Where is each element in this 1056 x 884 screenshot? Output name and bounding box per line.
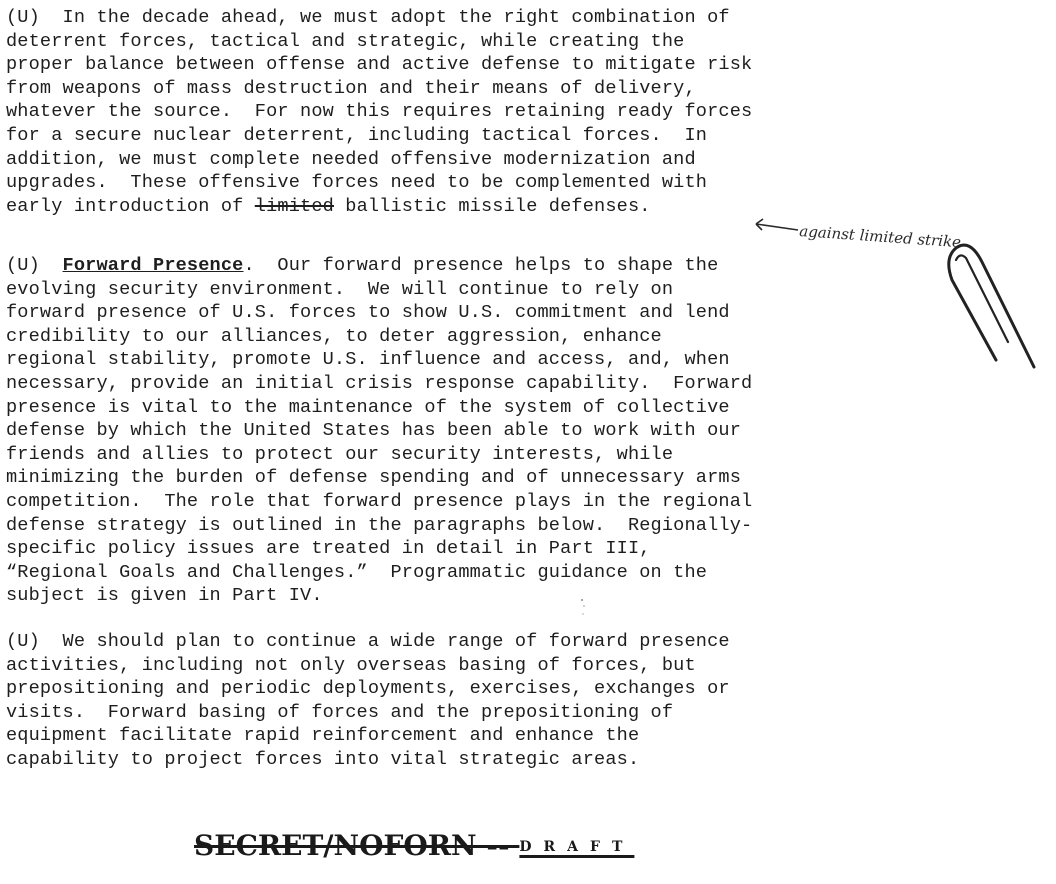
text-line: equipment facilitate rapid reinforcement and enhance the (6, 725, 640, 747)
scan-speck (578, 596, 590, 620)
text-line: deterrent forces, tactical and strategic, while creating the (6, 30, 685, 52)
text-line: presence is vital to the maintenance of the system of collective (6, 396, 730, 418)
text-line: regional stability, promote U.S. influence and access, and, when (6, 349, 730, 371)
text-line: activities, including not only overseas basing of forces, but (6, 654, 696, 676)
paragraph-marker: (U) (6, 255, 63, 276)
paragraph-forward-presence (6, 254, 752, 608)
text-fragment: . Our forward presence helps to shape the (243, 255, 719, 276)
text-line: competition. The role that forward presence plays in the regional (6, 490, 753, 512)
struck-word: limited (254, 195, 334, 217)
classification-marking: SECRET/NOFORN -- (194, 829, 520, 862)
section-heading: Forward Presence (62, 255, 244, 276)
text-line: addition, we must complete needed offensive modernization and (6, 148, 696, 170)
text-line: minimizing the burden of defense spending and of unnecessary arms (6, 467, 742, 489)
text-line: forward presence of U.S. forces to show U.S. commitment and lend (6, 302, 730, 324)
text-line: for a secure nuclear deterrent, including tactical forces. In (6, 124, 708, 146)
text-line: subject is given in Part IV. (6, 585, 323, 607)
classification-footer (194, 828, 634, 865)
text-line: whatever the source. For now this requires retaining ready forces (6, 101, 753, 123)
text-line: proper balance between offense and active defense to mitigate risk (6, 54, 753, 76)
text-fragment: early introduction of (6, 195, 255, 217)
draft-marking: DRAFT (519, 839, 635, 855)
text-line: friends and allies to protect our security interests, while (6, 443, 674, 465)
paragraph-deterrent-forces (6, 6, 752, 218)
text-line (6, 195, 752, 219)
text-line: (U) We should plan to continue a wide range of forward presence (6, 631, 730, 652)
text-line: defense by which the United States has been able to work with our (6, 420, 742, 442)
text-line: specific policy issues are treated in detail in Part III, (6, 538, 651, 560)
handwritten-annotation: against limited strike (798, 222, 962, 252)
text-line: from weapons of mass destruction and their means of delivery, (6, 77, 696, 99)
text-line: defense strategy is outlined in the paragraphs below. Regionally- (6, 514, 753, 536)
text-line: “Regional Goals and Challenges.” Programmatic guidance on the (6, 561, 708, 583)
paperclip-icon (938, 232, 1048, 377)
paragraph-forward-presence-activities (6, 630, 730, 772)
text-line: necessary, provide an initial crisis response capability. Forward (6, 372, 753, 394)
text-line: capability to project forces into vital strategic areas. (6, 748, 640, 770)
text-line (6, 254, 752, 278)
insertion-arrow-icon (752, 214, 802, 240)
text-line: prepositioning and periodic deployments, exercises, exchanges or (6, 678, 730, 700)
text-line: evolving security environment. We will continue to rely on (6, 278, 674, 300)
text-line: visits. Forward basing of forces and the prepositioning of (6, 701, 674, 723)
text-fragment: ballistic missile defenses. (333, 195, 651, 217)
text-line: (U) In the decade ahead, we must adopt the right combination of (6, 7, 730, 28)
text-line: upgrades. These offensive forces need to be complemented with (6, 172, 708, 194)
text-line: credibility to our alliances, to deter aggression, enhance (6, 325, 662, 347)
